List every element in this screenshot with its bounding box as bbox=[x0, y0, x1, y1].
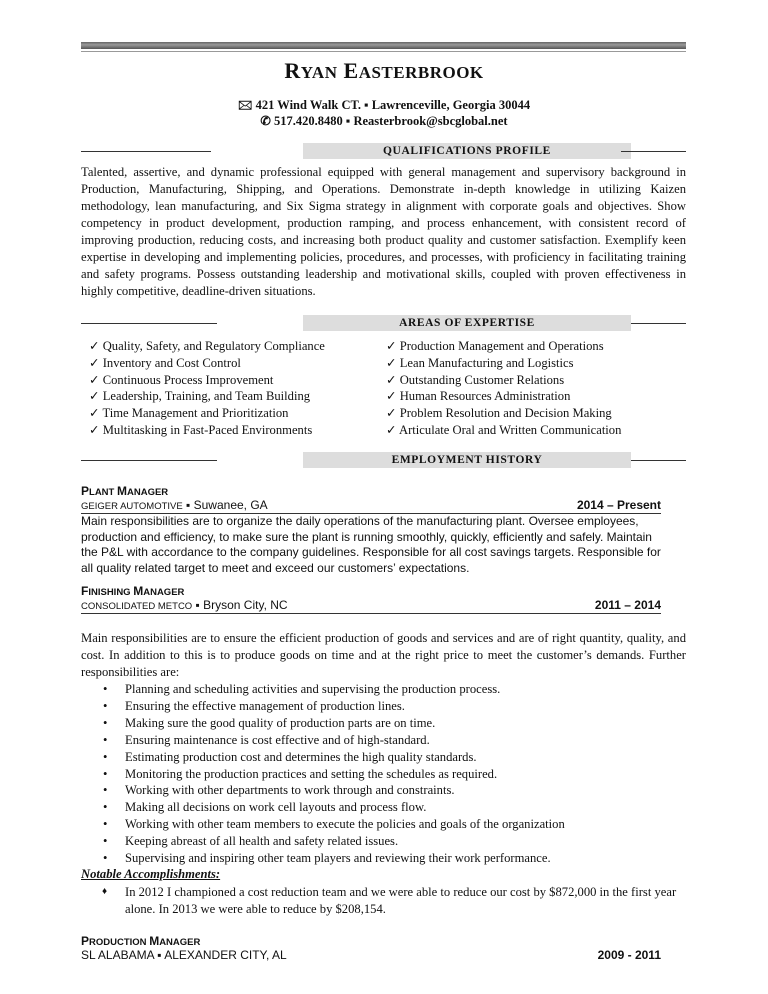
list-item: ✓ Lean Manufacturing and Logistics bbox=[386, 355, 574, 370]
job-dates: 2011 – 2014 bbox=[594, 598, 661, 612]
job-title: FINISHING MANAGER bbox=[81, 584, 185, 598]
list-item: ✓ Inventory and Cost Control bbox=[89, 355, 241, 370]
checkmark-icon: ✓ bbox=[386, 422, 400, 437]
computer-icon: ▪ bbox=[345, 114, 351, 128]
list-item: • Making all decisions on work cell layouts and process flow. bbox=[81, 799, 681, 816]
checkmark-icon: ✓ bbox=[386, 355, 400, 370]
responsibility-list bbox=[81, 681, 681, 867]
list-item: • Making sure the good quality of production parts are on time. bbox=[81, 715, 681, 732]
company-name: GEIGER AUTOMOTIVE bbox=[81, 501, 183, 512]
job-dates: 2009 - 2011 bbox=[597, 948, 661, 962]
job-title: PLANT MANAGER bbox=[81, 484, 169, 498]
expertise-left-list bbox=[89, 338, 325, 439]
list-item: ✓ Production Management and Operations bbox=[386, 339, 604, 353]
company-location: ALEXANDER CITY, AL bbox=[164, 948, 287, 962]
job-company-line: GEIGER AUTOMOTIVE ▪ Suwanee, GA 2014 – Present bbox=[81, 498, 661, 512]
list-item: ♦ In 2012 I championed a cost reduction team and we were able to reduce our cost by $872,000 in the first year alone. In 2013 we were able to reduce by $208,154. bbox=[81, 884, 681, 918]
list-item: • Working with other departments to work through and constraints. bbox=[81, 782, 681, 799]
company-location: Suwanee, GA bbox=[193, 498, 268, 512]
checkmark-icon: ✓ bbox=[89, 422, 103, 437]
envelope-icon: 🖂 bbox=[237, 98, 253, 112]
job-company-line: SL ALABAMA ▪ ALEXANDER CITY, AL 2009 - 2011 bbox=[81, 948, 661, 962]
list-item: ✓ Outstanding Customer Relations bbox=[386, 372, 565, 387]
section-title: QUALIFICATIONS PROFILE bbox=[303, 143, 631, 159]
checkmark-icon: ✓ bbox=[386, 406, 400, 421]
header-rule-thin bbox=[81, 51, 686, 52]
candidate-name: RYAN EASTERBROOK bbox=[284, 58, 484, 83]
list-item: ✓ Time Management and Prioritization bbox=[89, 406, 289, 421]
list-item: • Working with other team members to execute the policies and goals of the organization bbox=[81, 816, 681, 833]
job-company-line: CONSOLIDATED METCO ▪ Bryson City, NC 2011 – 2014 bbox=[81, 598, 661, 612]
header-rule bbox=[81, 42, 686, 49]
list-item: • Ensuring the effective management of production lines. bbox=[81, 698, 681, 715]
list-item: ✓ Human Resources Administration bbox=[386, 389, 571, 404]
checkmark-icon: ✓ bbox=[386, 339, 400, 353]
list-item: ✓ Quality, Safety, and Regulatory Compliance bbox=[89, 339, 325, 353]
company-location: Bryson City, NC bbox=[203, 598, 288, 612]
phone-icon: ✆ bbox=[260, 114, 271, 128]
checkmark-icon: ✓ bbox=[89, 355, 103, 370]
checkmark-icon: ✓ bbox=[89, 339, 103, 353]
checkmark-icon: ✓ bbox=[386, 372, 400, 387]
checkmark-icon: ✓ bbox=[386, 389, 400, 404]
list-item: ✓ Problem Resolution and Decision Making bbox=[386, 406, 612, 421]
job-dates: 2014 – Present bbox=[576, 498, 661, 512]
list-item: ✓ Continuous Process Improvement bbox=[89, 372, 274, 387]
section-title: EMPLOYMENT HISTORY bbox=[303, 452, 631, 468]
checkmark-icon: ✓ bbox=[89, 372, 103, 387]
list-item: • Monitoring the production practices and setting the schedules as required. bbox=[81, 766, 681, 783]
profile-paragraph: Talented, assertive, and dynamic professional equipped with general management and supervisory background in Production, Manufacturing, Shipping, and Operations. Demonstrate in-depth knowledge in utilizing Kaizen methodology, lean manufacturing, and Six Sigma strategy in alignment with corporate goals and objectives. Show competency in product development, production ramping, and process enhancement, with consistent record of improving production, reducing costs, and increasing both product quality and customer satisfaction. Exemplify keen expertise in developing and implementing policies, procedures, and processes, with proficiency in facilitating training and safety programs. Possess outstanding leadership and motivational skills, coupled with proven effectiveness in highly competitive, deadline-driven situations. bbox=[81, 165, 686, 298]
address-line: 🖂 421 Wind Walk CT. ▪ Lawrenceville, Georgia 30044 bbox=[237, 98, 531, 112]
section-qualifications bbox=[81, 143, 686, 159]
list-item: • Planning and scheduling activities and supervising the production process. bbox=[81, 681, 681, 698]
company-name: CONSOLIDATED METCO bbox=[81, 601, 193, 612]
list-item: • Keeping abreast of all health and safety related issues. bbox=[81, 833, 681, 850]
section-expertise bbox=[81, 315, 686, 331]
list-item: • Ensuring maintenance is cost effective and of high-standard. bbox=[81, 732, 681, 749]
list-item: • Estimating production cost and determines the high quality standards. bbox=[81, 749, 681, 766]
list-item: • Supervising and inspiring other team players and reviewing their work performance. bbox=[81, 850, 681, 867]
section-title: AREAS OF EXPERTISE bbox=[303, 315, 631, 331]
company-name: SL ALABAMA bbox=[81, 948, 154, 962]
list-item: ✓ Articulate Oral and Written Communication bbox=[386, 422, 622, 437]
expertise-right-list bbox=[386, 338, 621, 439]
checkmark-icon: ✓ bbox=[89, 389, 103, 404]
list-item: ✓ Multitasking in Fast-Paced Environments bbox=[89, 422, 313, 437]
contact-line: ✆ 517.420.8480 ▪ Reasterbrook@sbcglobal.net bbox=[260, 114, 508, 128]
list-item: ✓ Leadership, Training, and Team Building bbox=[89, 389, 311, 404]
job-title: PRODUCTION MANAGER bbox=[81, 934, 201, 948]
checkmark-icon: ✓ bbox=[89, 406, 103, 421]
accomplishment-list bbox=[81, 884, 681, 918]
notable-heading: Notable Accomplishments: bbox=[81, 867, 221, 881]
job-description: Main responsibilities are to ensure the efficient production of goods and services and are of right quantity, quality, and cost. In addition to this is to produce goods on time and at the right price to meet the customer’s demands. Further responsibilities are: bbox=[81, 631, 686, 679]
job-description: Main responsibilities are to organize the daily operations of the manufacturing plant. Oversee employees, production and efficiency, to make sure the plant is running smoothly, quickly, efficiently and safely. Maintain the P&L with accordance to the company guidelines. Responsible for all cost savings targets. Responsible for all quality related target to meet and exceed our customers’ expectations. bbox=[81, 514, 661, 575]
section-employment bbox=[81, 452, 686, 468]
